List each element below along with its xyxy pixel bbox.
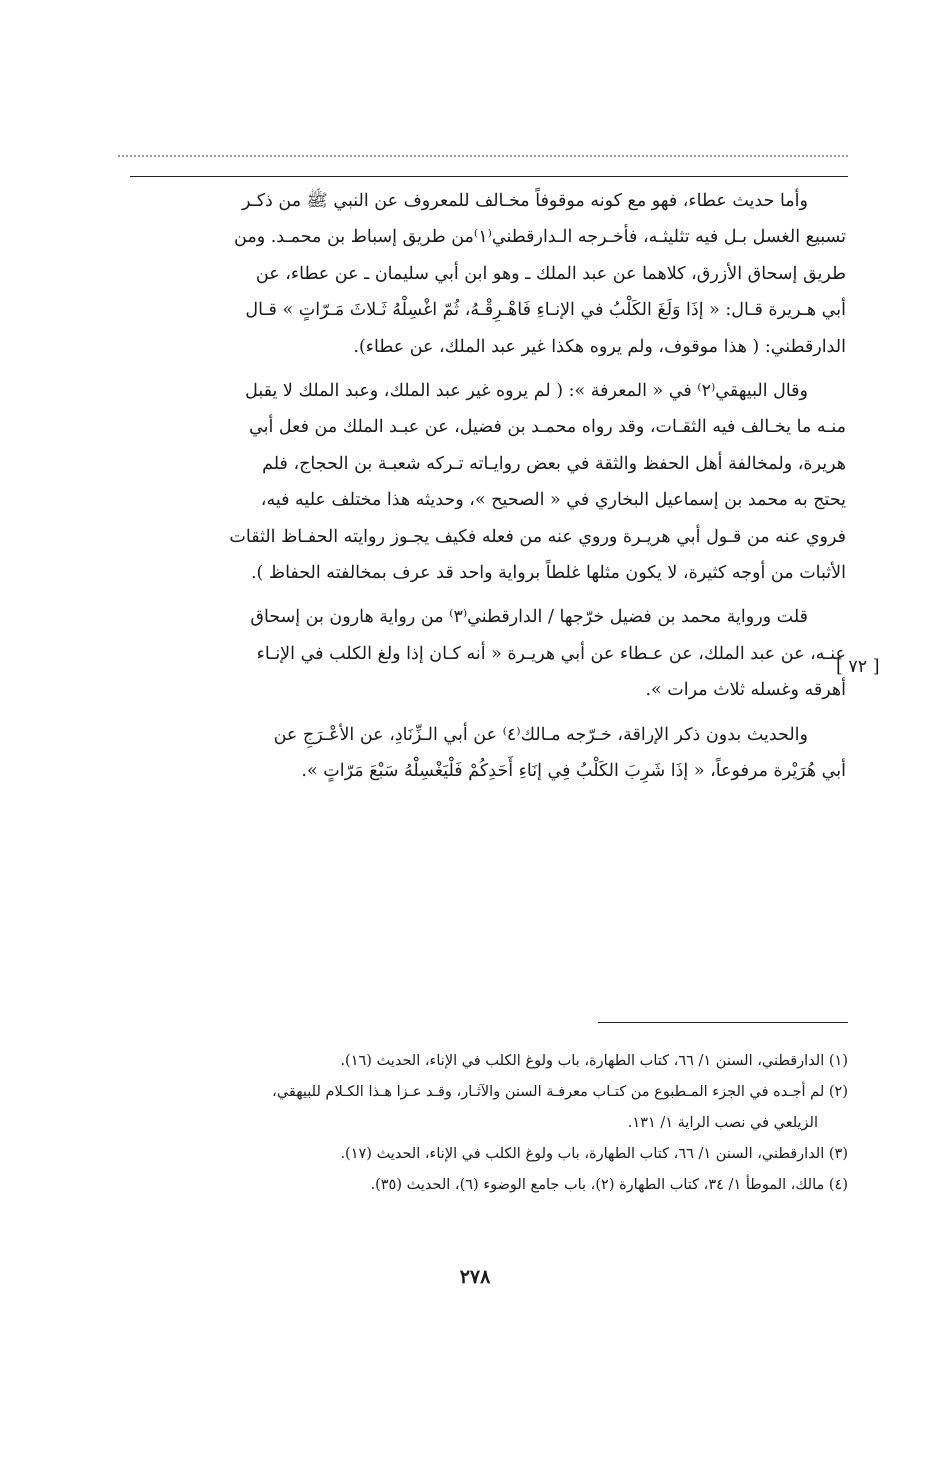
text-line: الأثبات من أوجه كثيرة، لا يكون مثلها غلطاً برواية واحد قد عرف بمخالفته الحفاظ ). — [250, 563, 846, 584]
text-line: وأما حديث عطاء، فهو مع كونه موقوفاً مخـالف للمعروف عن النبي ﷺ من ذكـر — [241, 191, 808, 211]
text-line: أهرقه وغسله ثلاث مرات ». — [645, 680, 846, 701]
header-solid-rule — [130, 176, 848, 177]
text-line: أبي هـريرة قـال: « إذَا وَلَغَ الكَلْبُ في الإنـاءِ فَاهْـرِقْـهُ، ثُمّ اغْسِلْهُ ثَـلاثَ مَـرّاتٍ » قـال — [245, 300, 846, 321]
text-line: والحديث بدون ذكر الإراقة، خـرّجه مـالك⁽٤⁾ عن أبي الـزِّنَادِ، عن الأعْـرَجِ عن — [273, 724, 808, 745]
text-line: عنـه، عن عبد الملك، عن عـطاء عن أبي هريـرة « أنه كـان إذا ولغ الكلب في الإنـاء — [256, 643, 846, 664]
footnote-1: (١) الدارقطني، السنن ١/ ٦٦، كتاب الطهارة، باب ولوغ الكلب في الإناء، الحديث (١٦). — [340, 1053, 848, 1069]
text-line: طريق إسحاق الأزرق، كلاهما عن عبد الملك ـ وهو ابن أبي سليمان ـ عن عطاء، عن — [255, 263, 846, 284]
text-line: وقال البيهقي⁽٢⁾ في « المعرفة »: ( لم يروه غير عبد الملك، وعبد الملك لا يقبل — [245, 381, 808, 402]
footnote-2-text: (٢) لم أجـده في الجزء المـطبوع من كتـاب معرفـة السنن والآثـار، وقـد عـزا هـذا الكـلام للبيهقي، — [272, 1084, 848, 1100]
paragraph-ata-hadith — [130, 183, 846, 365]
text-line: يحتج به محمد بن إسماعيل البخاري في « الصحيح »، وحديثه هذا مختلف عليه فيه، — [260, 490, 846, 511]
text-line: أبي هُرَيْرة مرفوعاً، « إذَا شَرِبَ الكَلْبُ فِي إنَاءِ أَحَدِكُمْ فَلْيَغْسِلْهُ سَبْعَ مَرّاتٍ ». — [301, 761, 846, 782]
paragraph-bayhaqi — [130, 373, 846, 591]
section-marker: [ ٧٢ ] — [836, 657, 880, 677]
paragraph-fudayl-narration — [130, 599, 846, 708]
footnote-4: (٤) مالك، الموطأ ١/ ٣٤، كتاب الطهارة (٢)، باب جامع الوضوء (٦)، الحديث (٣٥). — [370, 1177, 848, 1193]
footnotes — [118, 1046, 848, 1201]
text-line: الدارقطني: ( هذا موقوف، ولم يروه هكذا غير عبد الملك، عن عطاء). — [353, 336, 846, 357]
text-line: قلت ورواية محمد بن فضيل خرّجها / الدارقطني⁽٣⁾ من رواية هارون بن إسحاق — [250, 607, 808, 628]
header-dotted-rule — [118, 155, 848, 157]
paragraph-malik-narration — [130, 717, 846, 790]
footnote-separator — [598, 1022, 848, 1023]
text-line: هريرة، ولمخالفة أهل الحفظ والثقة في بعض روايـاته تـركه شعبـة بن الحجاج، فلم — [262, 453, 846, 474]
text-line: فروي عنه من قـول أبي هريـرة وروي عنه من فعله فكيف يجـوز روايته الحفـاظ الثقات — [229, 526, 846, 547]
footnote-3: (٣) الدارقطني، السنن ١/ ٦٦، كتاب الطهارة، باب ولوغ الكلب في الإناء، الحديث (١٧). — [340, 1146, 848, 1162]
footnote-2 — [118, 1077, 848, 1139]
page-number: ٢٧٨ — [459, 1266, 491, 1288]
text-line: تسبيع الغسل بـل فيه تثليثـه، فأخـرجه الـدارقطني⁽١⁾من طريق إسباط بن محمـد. ومن — [234, 227, 846, 248]
text-line: منـه ما يخـالف فيه الثقـات، وقد رواه محمـد بن فضيل، عن عبـد الملك من فعل أبي — [249, 417, 846, 438]
footnote-2-continuation: الزيلعي في نصب الراية ١/ ١٣١. — [627, 1115, 818, 1131]
main-text — [130, 183, 846, 798]
